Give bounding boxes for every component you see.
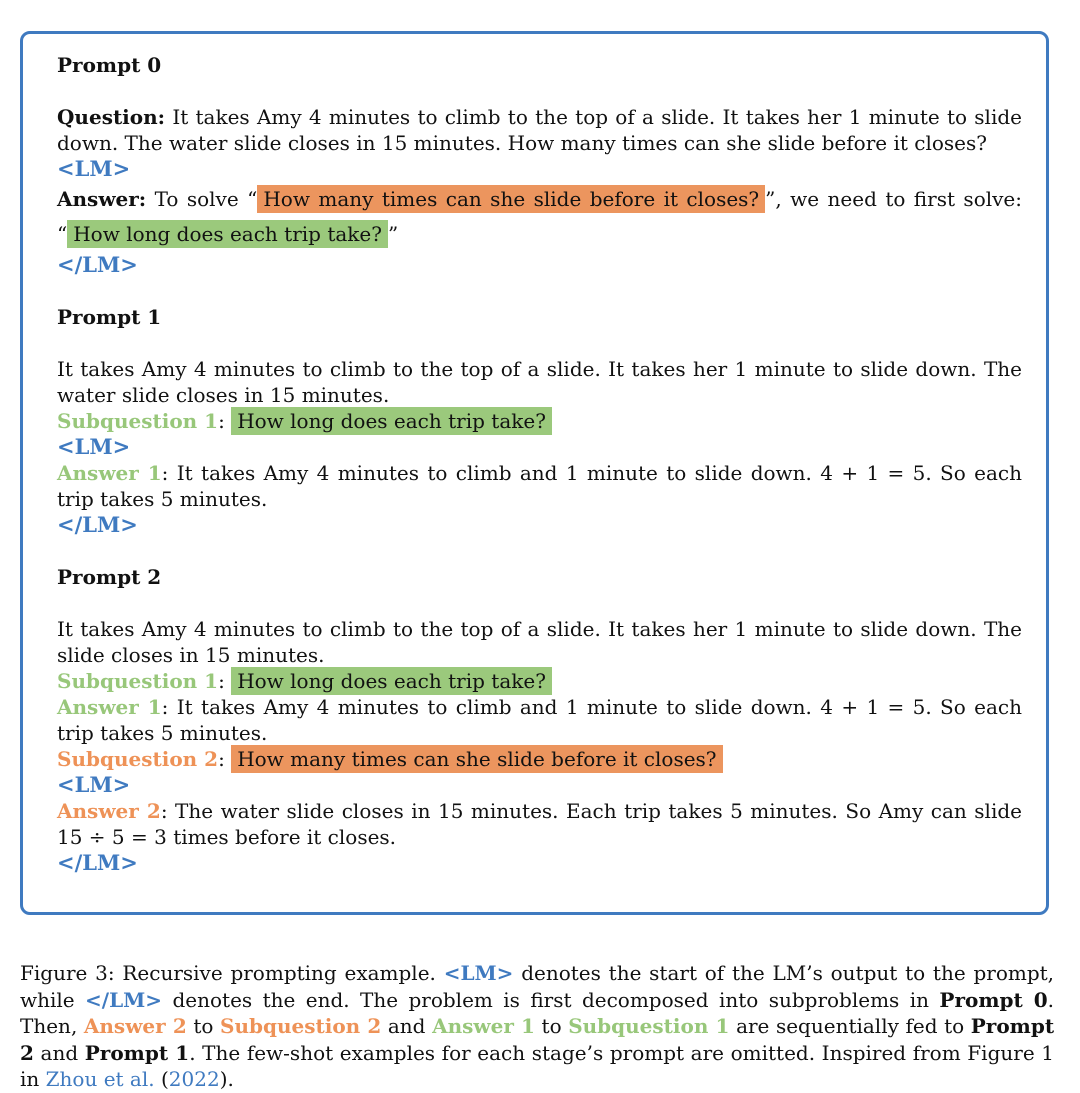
subquestion2-label: Subquestion 2 <box>57 747 219 771</box>
lm-open-tag: <LM> <box>57 772 131 797</box>
figure-caption <box>20 960 1054 1093</box>
caption-text-2: denotes the start of the LM’s output to the prompt, while <box>20 961 1055 1012</box>
answer2-label: Answer 2 <box>57 799 161 823</box>
answer-close-quote: ” <box>387 222 399 246</box>
subquestion1-label: Subquestion 1 <box>57 669 219 693</box>
caption-text-4: . Then, <box>20 987 1054 1038</box>
answer-open-quote: “ <box>57 222 68 246</box>
prompt2-answer2 <box>57 798 1022 850</box>
highlight-subquestion-2: How many times can she slide before it closes? <box>257 185 765 213</box>
answer-label: Answer: <box>57 187 147 211</box>
answer1-label: Answer 1 <box>57 695 162 719</box>
citation-author-link[interactable]: Zhou et al. <box>45 1067 155 1091</box>
prompt2-title: Prompt 2 <box>57 565 162 589</box>
subquestion2-text: How many times can she slide before it closes? <box>231 745 722 773</box>
prompt1-answer1 <box>57 460 1022 512</box>
prompt0-question <box>57 104 1022 156</box>
caption-text-3: denotes the end. The problem is first decomposed into subproblems in <box>172 987 929 1012</box>
subquestion1-label: Subquestion 1 <box>57 409 219 433</box>
answer1-text: : It takes Amy 4 minutes to climb and 1 minute to slide down. 4 + 1 = 5. So each trip takes 5 minutes. <box>57 695 1022 745</box>
caption-text-5: to <box>193 1014 214 1038</box>
subquestion1-text: How long does each trip take? <box>231 407 552 435</box>
prompt2-context: It takes Amy 4 minutes to climb to the top of a slide. It takes her 1 minute to slide down. The slide closes in 15 minutes. <box>57 617 1022 667</box>
prompt2-subquestion1: Subquestion 1: How long does each trip take? <box>57 668 1022 694</box>
caption-subquestion1: Subquestion 1 <box>568 1014 730 1038</box>
caption-subquestion2: Subquestion 2 <box>220 1014 382 1038</box>
answer-pre: To solve “ <box>154 187 258 211</box>
prompt0-answer <box>57 182 1022 252</box>
question-text: It takes Amy 4 minutes to climb to the top of a slide. It takes her 1 minute to slide down. The water slide closes in 15 minutes. How many times can she slide before it closes? <box>57 105 1022 155</box>
prompt2-answer1 <box>57 694 1022 746</box>
lm-open-tag: <LM> <box>57 434 131 459</box>
lm-close-tag: </LM> <box>57 252 138 277</box>
caption-text-7: to <box>541 1014 562 1038</box>
lm-close-tag: </LM> <box>57 512 138 537</box>
lm-close-tag: </LM> <box>57 850 138 875</box>
caption-text-6: and <box>387 1014 426 1038</box>
answer-mid: ”, we need to first solve: <box>765 187 1022 211</box>
answer1-label: Answer 1 <box>57 461 162 485</box>
question-label: Question: <box>57 105 166 129</box>
subquestion1-text: How long does each trip take? <box>231 667 552 695</box>
answer1-text: : It takes Amy 4 minutes to climb and 1 minute to slide down. 4 + 1 = 5. So each trip takes 5 minutes. <box>57 461 1022 511</box>
prompt1-subquestion1: Subquestion 1: How long does each trip take? <box>57 408 1022 434</box>
answer2-text: : The water slide closes in 15 minutes. Each trip takes 5 minutes. So Amy can slide 15 ÷ 5 = 3 times before it closes. <box>57 799 1022 849</box>
caption-prompt1: Prompt 1 <box>84 1040 190 1065</box>
prompt0-title: Prompt 0 <box>57 53 162 77</box>
prompt-example-frame <box>20 31 1049 915</box>
caption-text-1: Figure 3: Recursive prompting example. <box>20 961 436 985</box>
caption-prompt0: Prompt 0 <box>939 987 1048 1012</box>
caption-text-8: are sequentially fed to <box>736 1014 965 1038</box>
caption-lm-close: </LM> <box>85 987 163 1012</box>
caption-answer2: Answer 2 <box>83 1014 187 1038</box>
citation-open-paren: ( <box>160 1067 169 1091</box>
lm-open-tag: <LM> <box>57 156 131 181</box>
caption-text-9: and <box>40 1040 79 1065</box>
highlight-subquestion-1: How long does each trip take? <box>67 220 388 248</box>
citation-close-paren: ). <box>219 1067 234 1091</box>
citation-year-link[interactable]: 2022 <box>168 1067 220 1091</box>
prompt2-subquestion2: Subquestion 2: How many times can she slide before it closes? <box>57 746 1022 772</box>
caption-text-10: . The few-shot examples for each stage’s prompt are omitted. Inspired from Figure 1 in <box>20 1040 1054 1091</box>
prompt1-context: It takes Amy 4 minutes to climb to the top of a slide. It takes her 1 minute to slide down. The water slide closes in 15 minutes. <box>57 357 1022 407</box>
caption-answer1: Answer 1 <box>432 1014 535 1038</box>
caption-lm-open: <LM> <box>443 961 514 985</box>
prompt-example-content <box>57 52 1022 876</box>
caption-prompt2: Prompt 2 <box>20 1014 1055 1065</box>
prompt1-title: Prompt 1 <box>57 305 162 329</box>
